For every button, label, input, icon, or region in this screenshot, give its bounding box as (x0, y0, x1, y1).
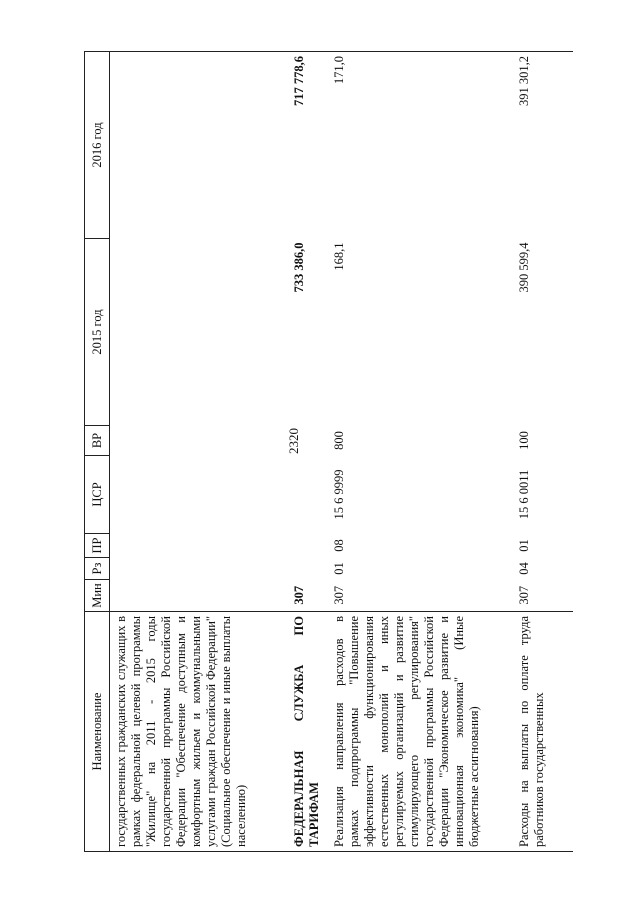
header-vr: ВР (85, 426, 110, 456)
row-vr (288, 426, 328, 456)
row-vr: 100 (516, 431, 531, 450)
budget-table-rotated (84, 52, 616, 852)
row-pr (110, 534, 288, 558)
budget-table (84, 51, 573, 852)
row-name: ФЕДЕРАЛЬНАЯ СЛУЖБА ПО ТАРИФАМ (288, 612, 328, 852)
row-min (110, 580, 288, 612)
row-2016: 717 778,6 (288, 52, 328, 239)
row-2016: 171,0 (328, 52, 513, 239)
page-number: 2320 (286, 428, 301, 454)
row-name: Реализация направления расходов в рамках подпрограммы "Повышение эффективности функционирования естественных монополий и иных регулируемых организаций и развитие стимулирующего регулирования" государственной программы Российской Федерации "Экономическое развитие и инновационная экономика" (Иные бюджетные ассигнования) (328, 612, 513, 852)
row-min: 307 (331, 585, 346, 605)
table-row (288, 52, 328, 852)
header-name: Наименование (85, 612, 110, 852)
row-csr (288, 456, 328, 534)
table-row (328, 52, 513, 852)
table-row (110, 52, 288, 852)
row-csr (110, 456, 288, 534)
row-2015: 390 599,4 (516, 242, 531, 293)
header-pr: ПР (85, 534, 110, 558)
row-2016: 391 301,2 (513, 52, 573, 239)
row-pr: 08 (331, 539, 346, 552)
header-2016: 2016 год (85, 52, 110, 239)
row-csr: 15 6 9999 (331, 469, 346, 520)
row-min: 307 (516, 585, 531, 605)
row-vr: 800 (331, 431, 346, 450)
header-min: Мин (85, 580, 110, 612)
row-pr (288, 534, 328, 558)
header-2015: 2015 год (85, 239, 110, 426)
header-rz: Рз (85, 558, 110, 580)
row-2015: 733 386,0 (291, 242, 306, 293)
table-row (513, 52, 573, 852)
row-pr: 01 (516, 539, 531, 552)
row-csr: 15 6 0011 (516, 469, 531, 520)
row-rz (288, 558, 328, 580)
row-rz: 01 (331, 562, 346, 575)
row-rz: 04 (516, 562, 531, 575)
header-row (85, 52, 110, 852)
row-2016 (110, 52, 288, 239)
row-rz (110, 558, 288, 580)
row-name: Расходы на выплаты по оплате труда работников государственных (513, 612, 573, 852)
row-vr (110, 426, 288, 456)
row-name: государственных гражданских служащих в рамках федеральной целевой программы "Жилище" на 2011 - 2015 годы государственной программы Российской Федерации "Обеспечение доступным и комфортным жильем и коммунальными услугами граждан Российской Федерации" (Социальное обеспечение и иные выплаты населению) (110, 612, 288, 852)
header-csr: ЦСР (85, 456, 110, 534)
row-2015 (110, 239, 288, 426)
row-min: 307 (291, 585, 306, 605)
row-2015: 168,1 (331, 242, 346, 271)
